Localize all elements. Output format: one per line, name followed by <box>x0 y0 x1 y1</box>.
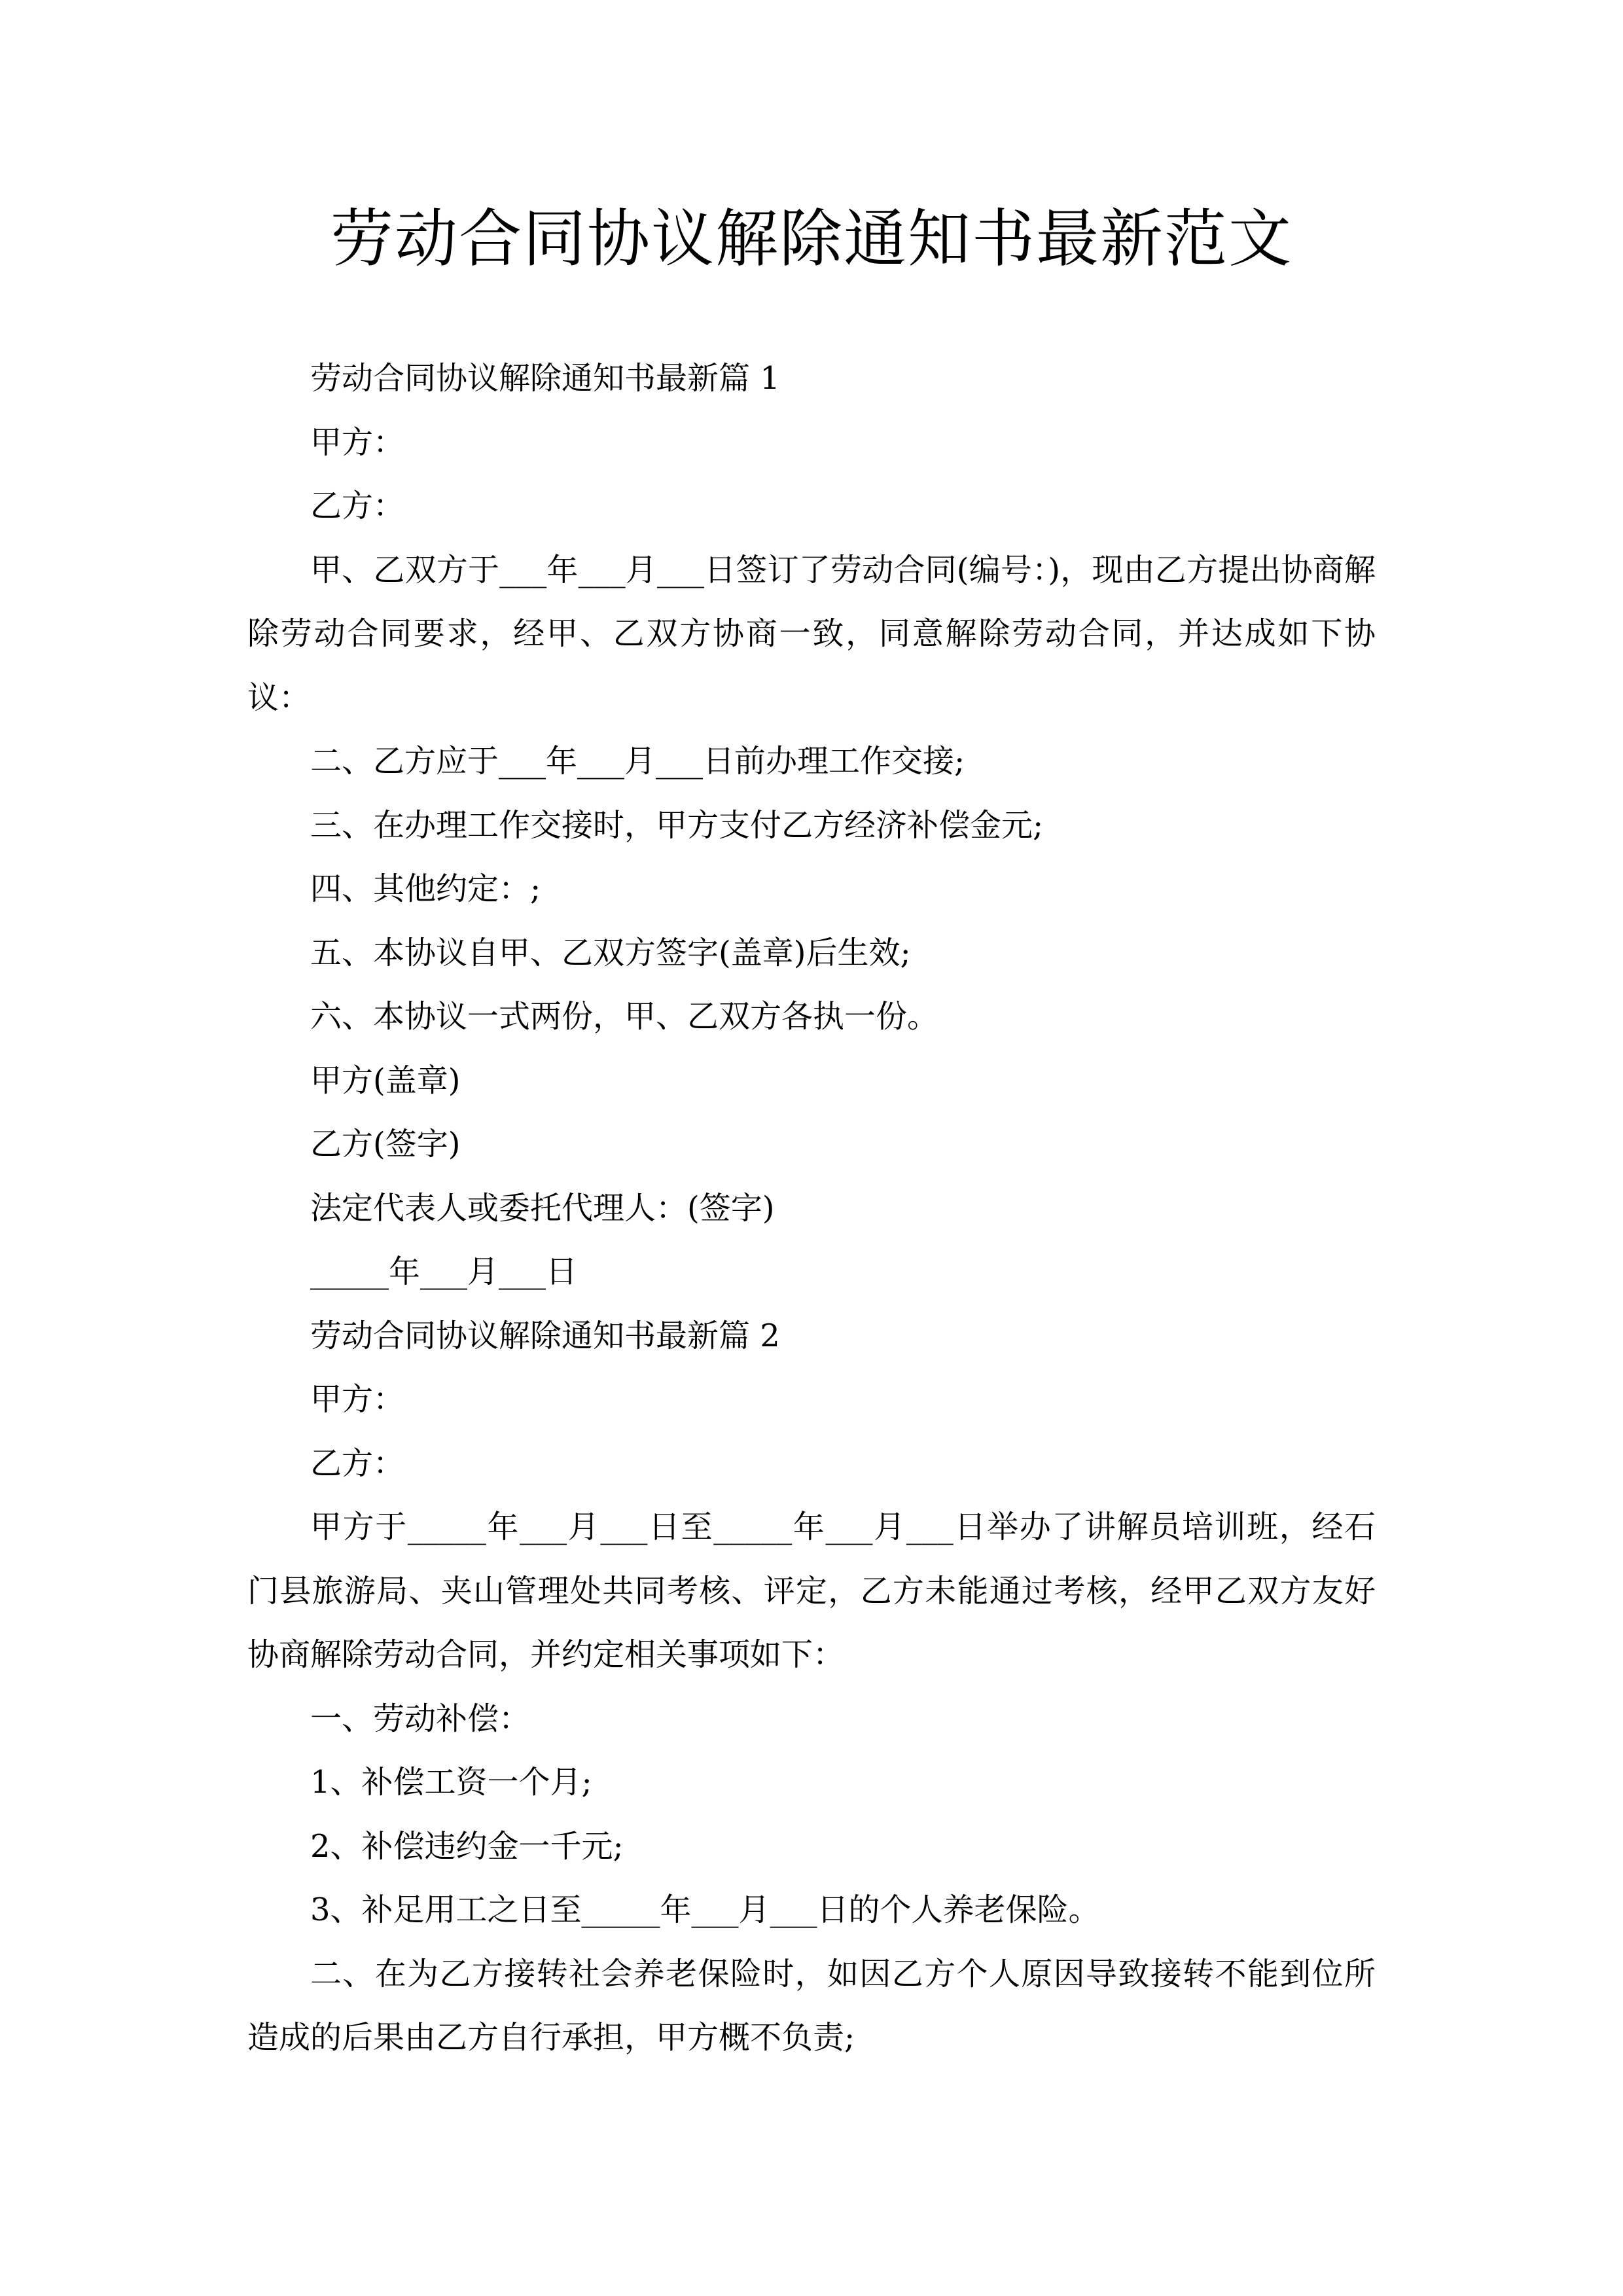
signature-date: _____年___月___日 <box>310 1253 578 1290</box>
compensation-item-1: 1、补偿工资一个月; <box>310 1764 592 1801</box>
party-a-label: 甲方： <box>310 423 405 461</box>
compensation-item-2: 2、补偿违约金一千元; <box>310 1827 624 1865</box>
party-b-signature: 乙方(签字) <box>310 1126 461 1162</box>
clause-4: 四、其他约定：; <box>310 870 541 907</box>
legal-representative-signature: 法定代表人或委托代理人：(签字) <box>310 1189 775 1227</box>
clause-3: 三、在办理工作交接时，甲方支付乙方经济补偿金元; <box>310 806 1044 844</box>
party-b-label: 乙方： <box>310 488 405 524</box>
clause-5: 五、本协议自甲、乙双方签字(盖章)后生效; <box>310 934 911 971</box>
party-a-label-2: 甲方： <box>310 1381 405 1418</box>
party-a-seal: 甲方(盖章) <box>310 1062 461 1099</box>
section-heading-1: 劳动合同协议解除通知书最新篇 1 <box>310 360 780 397</box>
compensation-heading: 一、劳动补偿： <box>310 1700 531 1737</box>
compensation-item-3: 3、补足用工之日至_____年___月___日的个人养老保险。 <box>310 1892 1100 1928</box>
pension-clause: 二、在为乙方接转社会养老保险时，如因乙方个人原因导致接转不能到位所造成的后果由乙方自行承担，甲方概不负责; <box>247 1955 1376 2056</box>
clause-2: 二、乙方应于___年___月___日前办理工作交接; <box>310 743 965 780</box>
section-heading-2: 劳动合同协议解除通知书最新篇 2 <box>310 1317 780 1354</box>
document-body <box>247 347 1376 2070</box>
document-title: 劳动合同协议解除通知书最新范文 <box>330 202 1293 276</box>
clause-6: 六、本协议一式两份，甲、乙双方各执一份。 <box>310 998 939 1035</box>
agreement-intro: 甲、乙双方于___年___月___日签订了劳动合同(编号：)，现由乙方提出协商解除劳动合同要求，经甲、乙双方协商一致，同意解除劳动合同，并达成如下协议： <box>247 551 1376 716</box>
party-b-label-2: 乙方： <box>310 1444 405 1482</box>
agreement-intro-2: 甲方于_____年___月___日至_____年___月___日举办了讲解员培训班，经石门县旅游局、夹山管理处共同考核、评定，乙方未能通过考核，经甲乙双方友好协商解除劳动合同，并约定相关事项如下： <box>247 1509 1376 1673</box>
